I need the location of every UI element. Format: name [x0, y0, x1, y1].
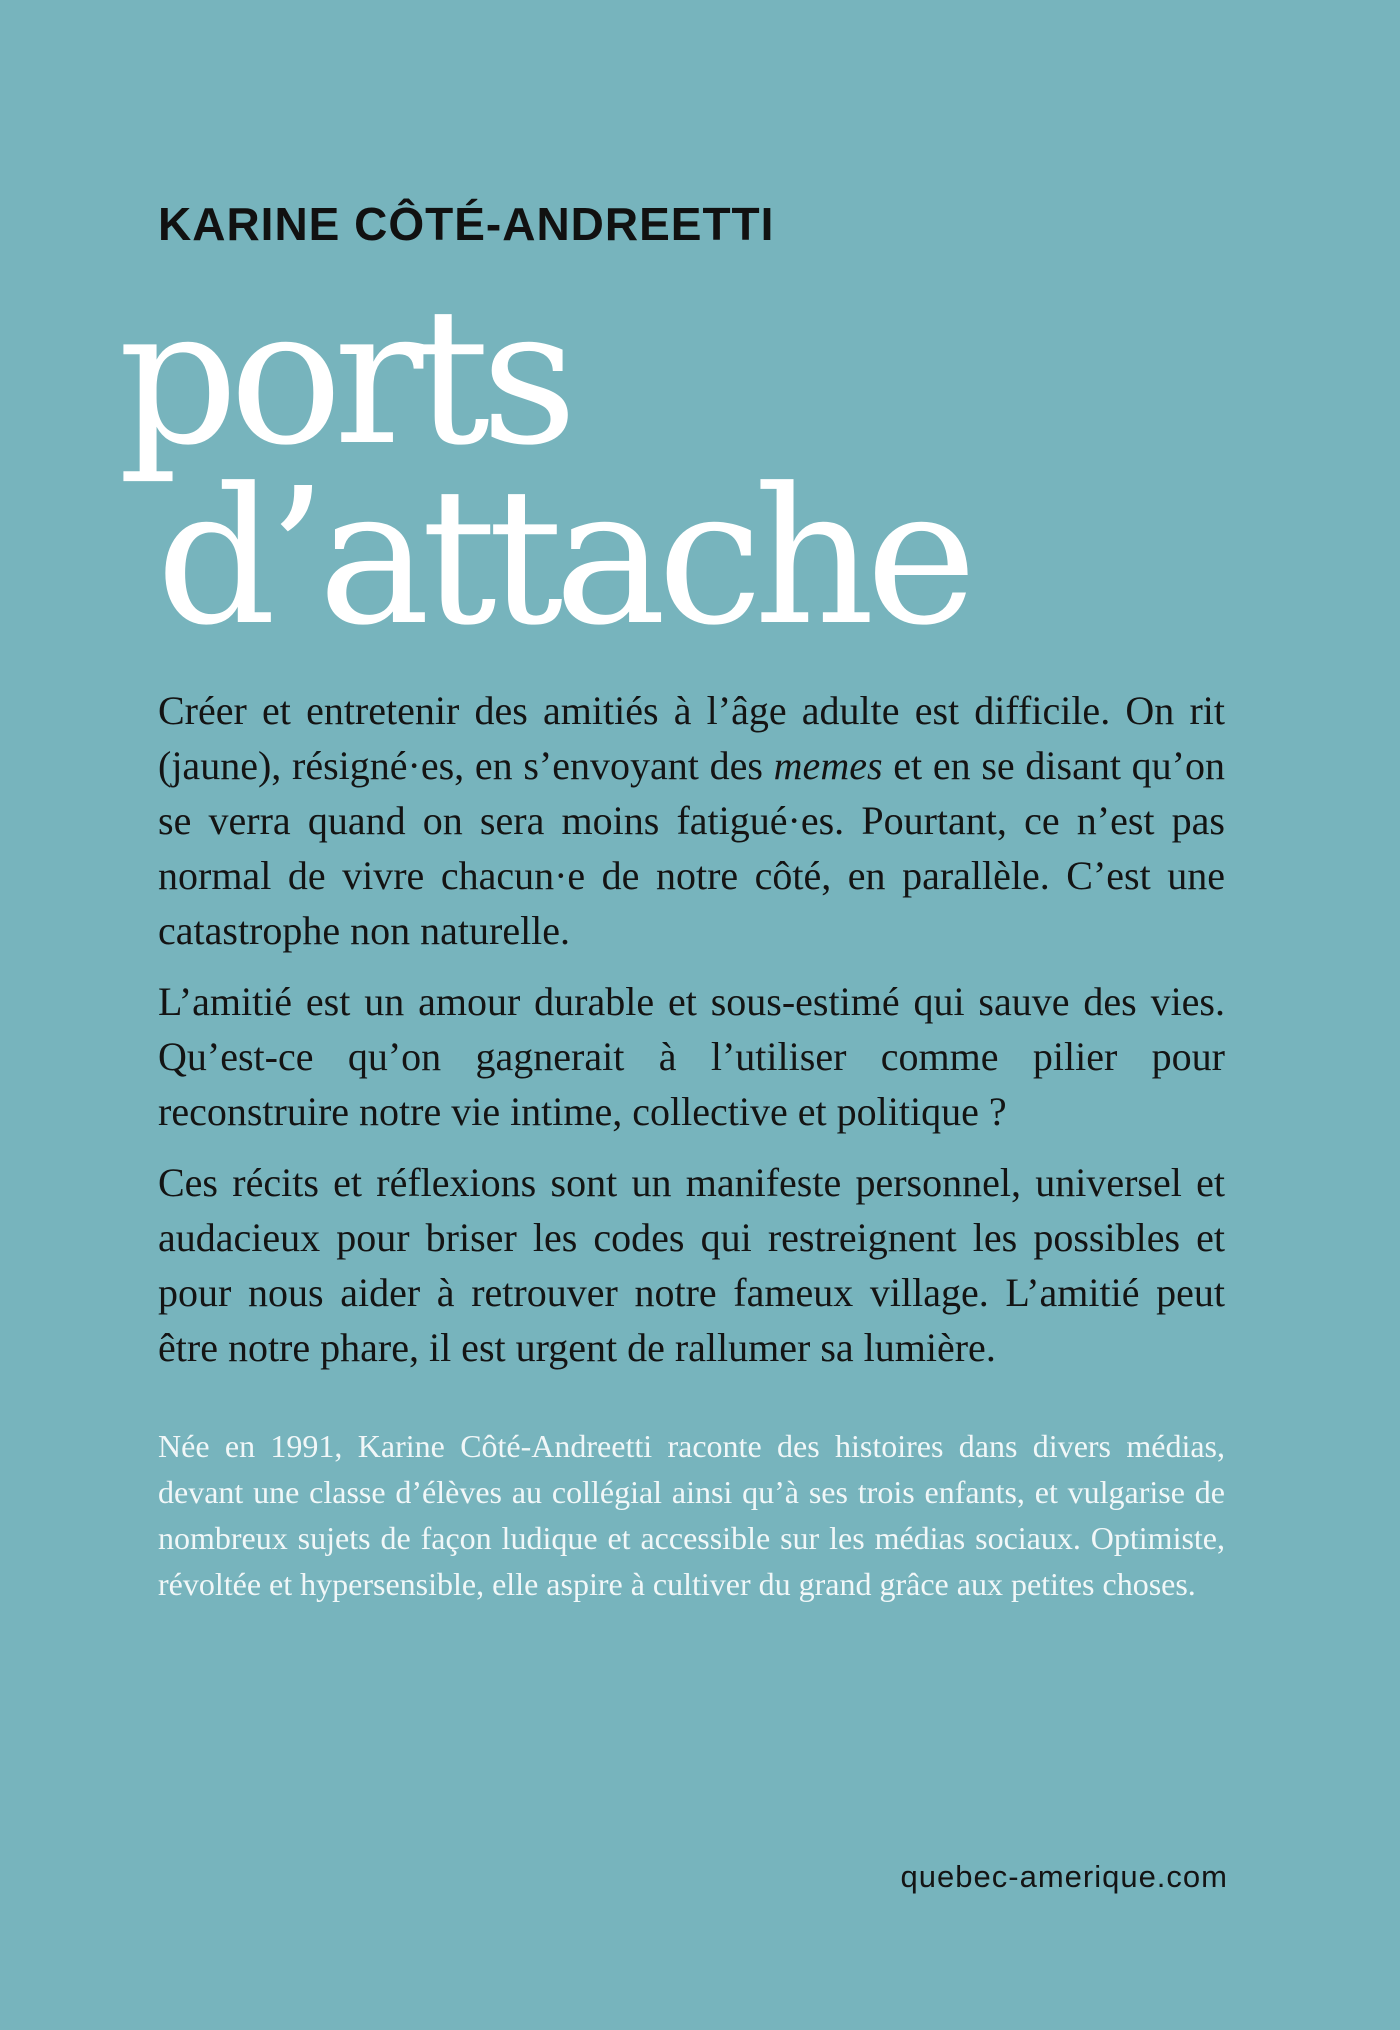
book-title [118, 268, 968, 667]
book-title-line-1: ports [118, 268, 569, 487]
blurb-paragraph-3: Ces récits et réflexions sont un manifeste personnel, universel et audacieux pour briser les codes qui restreignent les possibles et pour nous aider à retrouver notre fameux village. L’amitié peut être notre phare, il est urgent de rallumer sa lumière. [158, 1160, 1225, 1370]
book-title-line-2: d’attache [156, 448, 968, 667]
blurb-p1-italic: memes [773, 743, 883, 788]
blurb-paragraph-1 [158, 683, 1225, 958]
blurb-p1-end: et en se disant qu’on se verra quand on sera moins fatigué·es. Pourtant, ce n’est pas normal de vivre chacun·e de notre côté, en parallèle. C’est une catastrophe non naturelle. [158, 743, 1226, 953]
author-bio: Née en 1991, Karine Côté-Andreetti raconte des histoires dans divers médias, devant une classe d’élèves au collégial ainsi qu’à ses trois enfants, et vulgarise de nombreux sujets de façon ludique et accessible sur les médias sociaux. Optimiste, révoltée et hypersensible, elle aspire à cultiver du grand grâce aux petites choses. [158, 1428, 1225, 1602]
author-name: KARINE CÔTÉ-ANDREETTI [158, 198, 775, 250]
blurb-paragraph-2: L’amitié est un amour durable et sous-estimé qui sauve des vies. Qu’est-ce qu’on gagnerait à l’utiliser comme pilier pour reconstruire notre vie intime, collective et politique ? [158, 979, 1225, 1134]
publisher-website[interactable]: quebec-amerique.com [900, 1859, 1228, 1894]
blurb-p1-start: Créer et entretenir des amitiés à l’âge adulte est difficile. On rit (jaune), résigné·es, en s’envoyant des [158, 688, 1225, 788]
blurb [158, 683, 1225, 1391]
